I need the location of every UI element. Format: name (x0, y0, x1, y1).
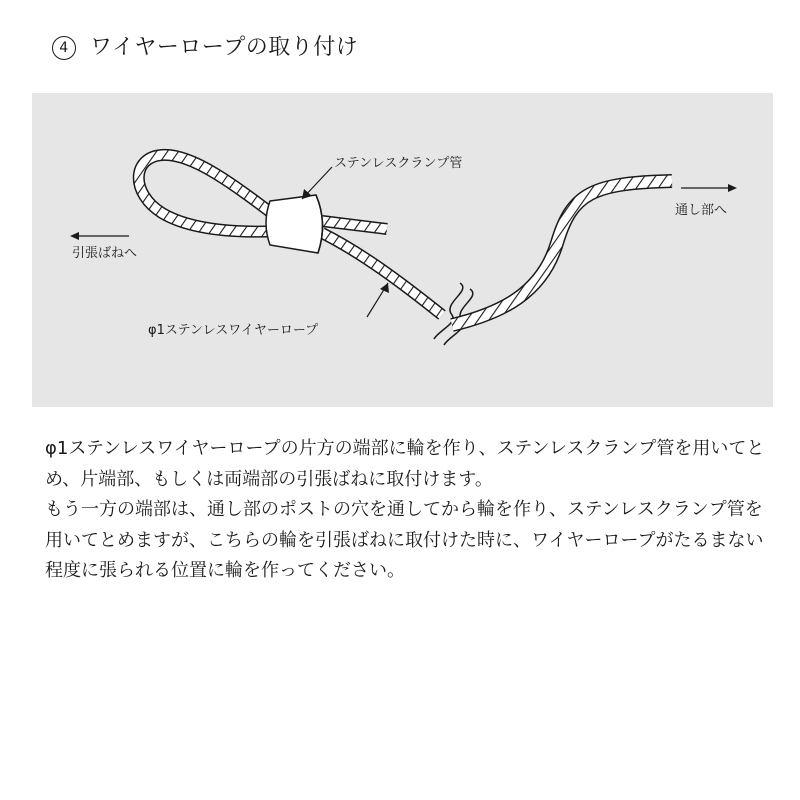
label-to-spring: 引張ばねへ (72, 246, 138, 261)
section-heading (52, 30, 358, 66)
rope-diagram (32, 93, 773, 407)
label-to-passage: 通し部へ (675, 203, 728, 218)
clamp-tube (266, 195, 323, 253)
rope-loop (139, 155, 282, 232)
section-title: ワイヤーロープの取り付け (90, 35, 359, 60)
rope-main-right (452, 181, 672, 325)
rope-main-left (322, 233, 442, 315)
label-clamp-tube: ステンレスクランプ管 (334, 156, 463, 171)
wire-rope-illustration (32, 93, 773, 407)
description-text (45, 434, 765, 587)
label-wire-rope: φ1ステンレスワイヤーロープ (148, 323, 319, 338)
rope-tail (322, 221, 387, 229)
description-paragraph-2: もう一方の端部は、通し部のポストの穴を通してから輪を作り、ステンレスクランプ管を用いてとめますが、こちらの輪を引張ばねに取付けた時に、ワイヤーロープがたるまない程度に張られる位置に輪を作ってください。 (45, 499, 764, 581)
rope-leader (367, 283, 389, 317)
section-number-badge: 4 (52, 36, 76, 60)
arrow-to-spring (70, 232, 129, 240)
arrow-to-passage (681, 184, 737, 192)
description-paragraph-1: φ1ステンレスワイヤーロープの片方の端部に輪を作り、ステンレスクランプ管を用いてとめ、片端部、もしくは両端部の引張ばねに取付けます。 (45, 438, 765, 490)
clamp-leader (302, 167, 332, 199)
